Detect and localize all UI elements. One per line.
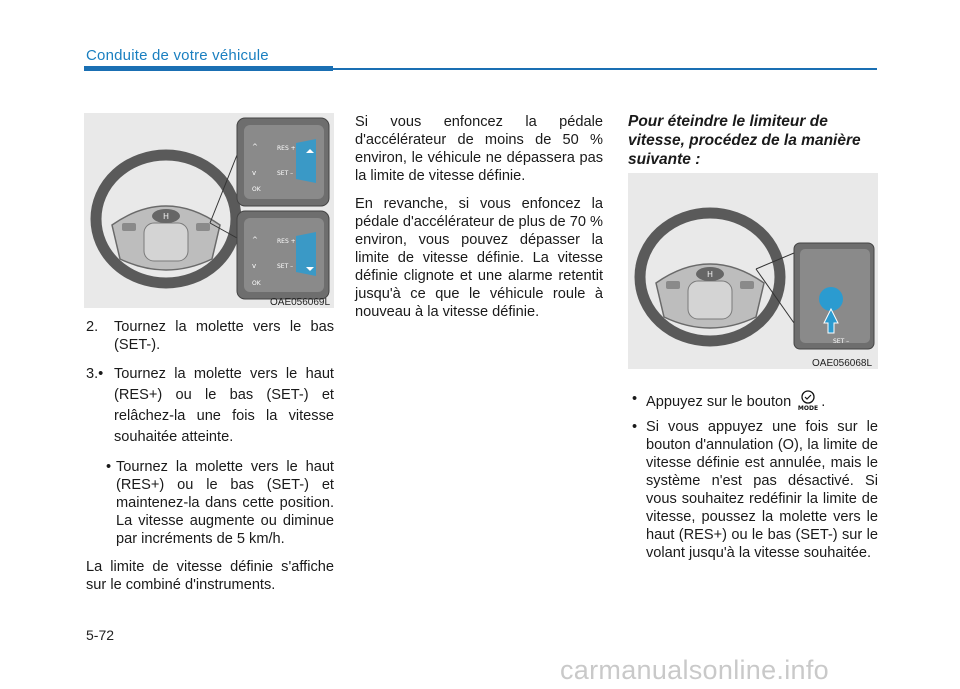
step-2-text: Tournez la molette vers le bas (SET-).: [114, 319, 334, 353]
step-3-text: Tournez la molette vers le haut (RES+) ou le bas (SET-) et relâchez-la une fois la vitesse souhaitée atteinte.: [114, 366, 334, 445]
bullet-1: [628, 390, 878, 412]
bullet-dot: •: [106, 459, 112, 475]
page-number: 5-72: [86, 627, 115, 643]
bullet-2-text: Si vous appuyez une fois sur le bouton d'annulation (O), la limite de vitesse définie est annulée, mais le système n'est pas désactivé. Si vous souhaitez redéfinir la limite de vitesse, poussez la molette vers le haut (RES+) ou le bas (SET-) sur le volant jusqu'à la vitesse souhaitée.: [646, 419, 878, 561]
steering-wheel-icon: [96, 155, 236, 283]
svg-text:H: H: [706, 270, 714, 279]
figure-right-caption: OAE056068L: [812, 358, 873, 369]
steering-wheel-figure-left: [84, 113, 334, 308]
bullet-1-text: Appuyez sur le bouton: [646, 394, 792, 410]
svg-text:^: ^: [252, 236, 258, 244]
figure-left-caption: OAE056069L: [270, 297, 331, 308]
svg-text:v: v: [252, 262, 257, 270]
mode-button-icon: [795, 390, 821, 412]
control-zoom-bottom: [237, 211, 329, 299]
middle-column: [355, 113, 603, 331]
closing-paragraph: La limite de vitesse définie s'affiche sur le combiné d'instruments.: [86, 559, 334, 593]
svg-text:RES +: RES +: [277, 238, 296, 245]
bullet-2: [628, 418, 878, 562]
set-label: SET –: [277, 170, 294, 177]
ok-label: OK: [252, 186, 261, 193]
bullet-dot: •: [632, 419, 638, 435]
svg-text:SET –: SET –: [277, 263, 294, 270]
bullet-1-end: .: [821, 394, 826, 410]
mode-icon-label: MODE: [798, 405, 819, 412]
step-3b-text: Tournez la molette vers le haut (RES+) ou le bas (SET-) et maintenez-la dans cette position. La vitesse augmente ou diminue par incréments de 5 km/h.: [116, 459, 334, 547]
res-label: RES +: [277, 145, 296, 152]
steering-wheel-figure-right: [628, 173, 878, 369]
svg-text:OK: OK: [252, 280, 261, 287]
steering-wheel-illustration-right: [628, 173, 878, 369]
section-title: Conduite de votre véhicule: [86, 47, 269, 64]
steering-wheel-icon: [640, 213, 780, 341]
middle-paragraph-2: En revanche, si vous enfoncez la pédale d'accélérateur de plus de 70 % environ, vous pouvez dépasser la limite de vitesse définie. La vitesse définie clignote et une alarme retentit jusqu'à ce que le véhicule roule à nouveau à la vitesse définie.: [355, 196, 603, 320]
svg-text:H: H: [162, 212, 170, 221]
right-column-heading-wrap: [628, 112, 878, 179]
step-3-number: 3.•: [86, 366, 104, 382]
svg-text:v: v: [252, 169, 257, 177]
set-label: SET –: [833, 338, 850, 345]
step-3: [86, 364, 334, 448]
step-2: [86, 318, 334, 354]
right-column: [628, 390, 878, 568]
left-column: [86, 318, 334, 604]
header-rule-thin: [333, 68, 877, 70]
step-2-number: 2.: [86, 319, 99, 335]
right-column-heading: Pour éteindre le limiteur de vitesse, procédez de la manière suivante :: [628, 113, 861, 168]
control-zoom-top: [237, 118, 329, 206]
header-rule-thick: [84, 66, 333, 71]
middle-paragraph-1: Si vous enfoncez la pédale d'accélérateur de moins de 50 % environ, le véhicule ne dépassera pas la limite de vitesse définie.: [355, 114, 603, 184]
bullet-dot: •: [632, 391, 638, 407]
steering-wheel-illustration: [84, 113, 334, 308]
step-3-sub-bullet: [86, 458, 334, 548]
watermark: carmanualsonline.info: [560, 655, 829, 685]
svg-text:^: ^: [252, 143, 258, 151]
control-zoom-right: [794, 243, 874, 349]
